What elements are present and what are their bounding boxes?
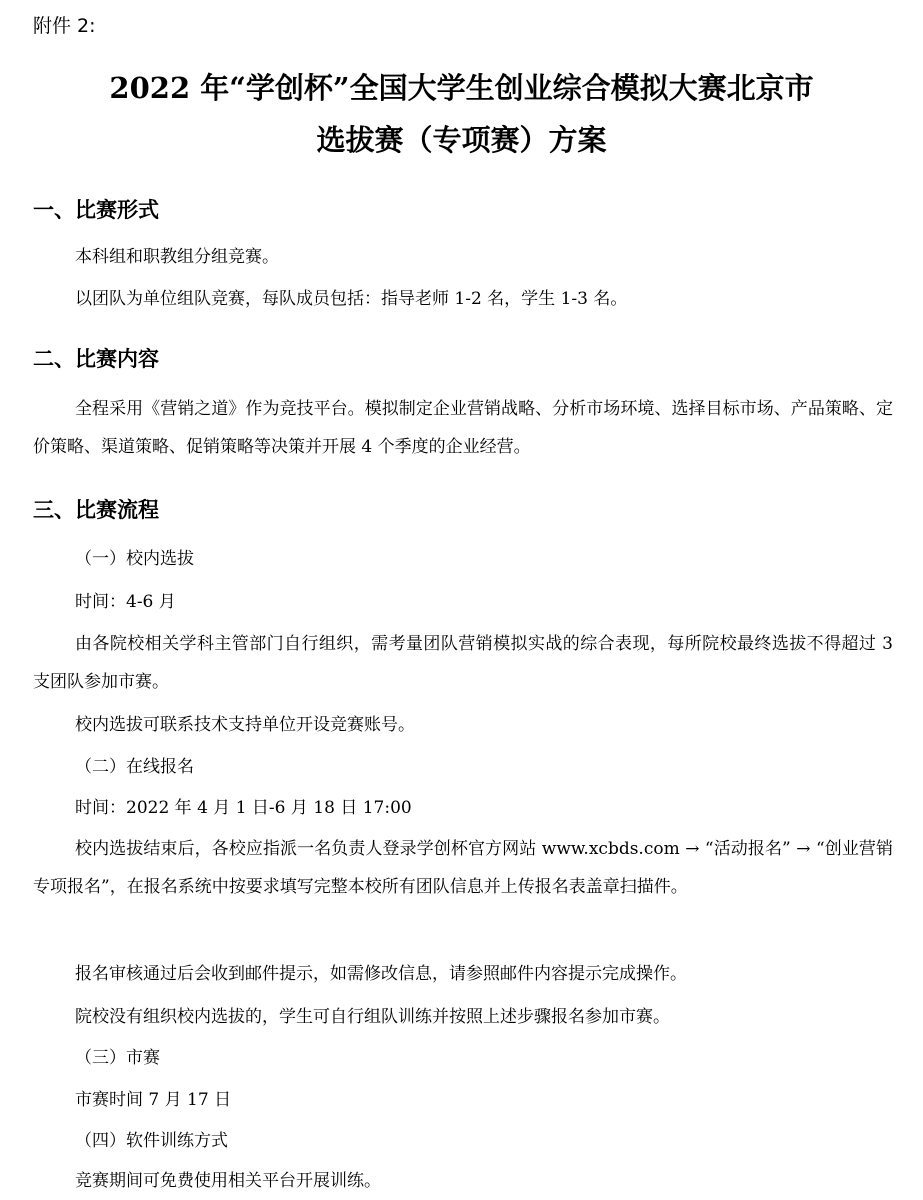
stage-2-title: （二）在线报名: [75, 757, 194, 777]
stage-2-paragraph: 校内选拔结束后，各校应指派一名负责人登录学创杯官方网站 www.xcbds.com → “活动报名” → “创业营销专项报名”，在报名系统中按要求填写完整本校所有团队信息并上传报名表盖章扫描件。: [33, 839, 893, 897]
stage-3-title: （三）市赛: [75, 1048, 160, 1068]
stage-3-date: 市赛时间 7 月 17 日: [75, 1090, 232, 1110]
section-heading-process: 三、比赛流程: [33, 498, 159, 522]
format-line-team: 以团队为单位组队竞赛，每队成员包括：指导老师 1-2 名，学生 1-3 名。: [75, 289, 628, 309]
stage-1-time: 时间：4-6 月: [75, 592, 176, 612]
section-heading-format: 一、比赛形式: [33, 198, 159, 222]
attachment-label: 附件 2:: [33, 15, 96, 37]
document-title-line-2: 选拔赛（专项赛）方案: [316, 123, 607, 157]
section-heading-content: 二、比赛内容: [33, 347, 159, 371]
document-title-line-1: 2022 年“学创杯”全国大学生创业综合模拟大赛北京市: [109, 71, 814, 105]
stage-1-title: （一）校内选拔: [75, 549, 194, 569]
stage-4-training-note: 竞赛期间可免费使用相关平台开展训练。: [75, 1171, 381, 1191]
content-paragraph: 全程采用《营销之道》作为竞技平台。模拟制定企业营销战略、分析市场环境、选择目标市场、产品策略、定价策略、渠道策略、促销策略等决策并开展 4 个季度的企业经营。: [33, 399, 893, 457]
stage-2-review-note: 报名审核通过后会收到邮件提示，如需修改信息，请参照邮件内容提示完成操作。: [75, 964, 687, 984]
stage-2-time: 时间：2022 年 4 月 1 日-6 月 18 日 17:00: [75, 798, 412, 818]
stage-1-account-note: 校内选拔可联系技术支持单位开设竞赛账号。: [75, 715, 415, 735]
stage-1-paragraph: 由各院校相关学科主管部门自行组织，需考量团队营销模拟实战的综合表现，每所院校最终选拔不得超过 3 支团队参加市赛。: [33, 634, 893, 692]
format-line-groups: 本科组和职教组分组竞赛。: [75, 247, 279, 267]
stage-2-self-register-note: 院校没有组织校内选拔的，学生可自行组队训练并按照上述步骤报名参加市赛。: [75, 1007, 670, 1027]
stage-4-title: （四）软件训练方式: [75, 1131, 228, 1151]
